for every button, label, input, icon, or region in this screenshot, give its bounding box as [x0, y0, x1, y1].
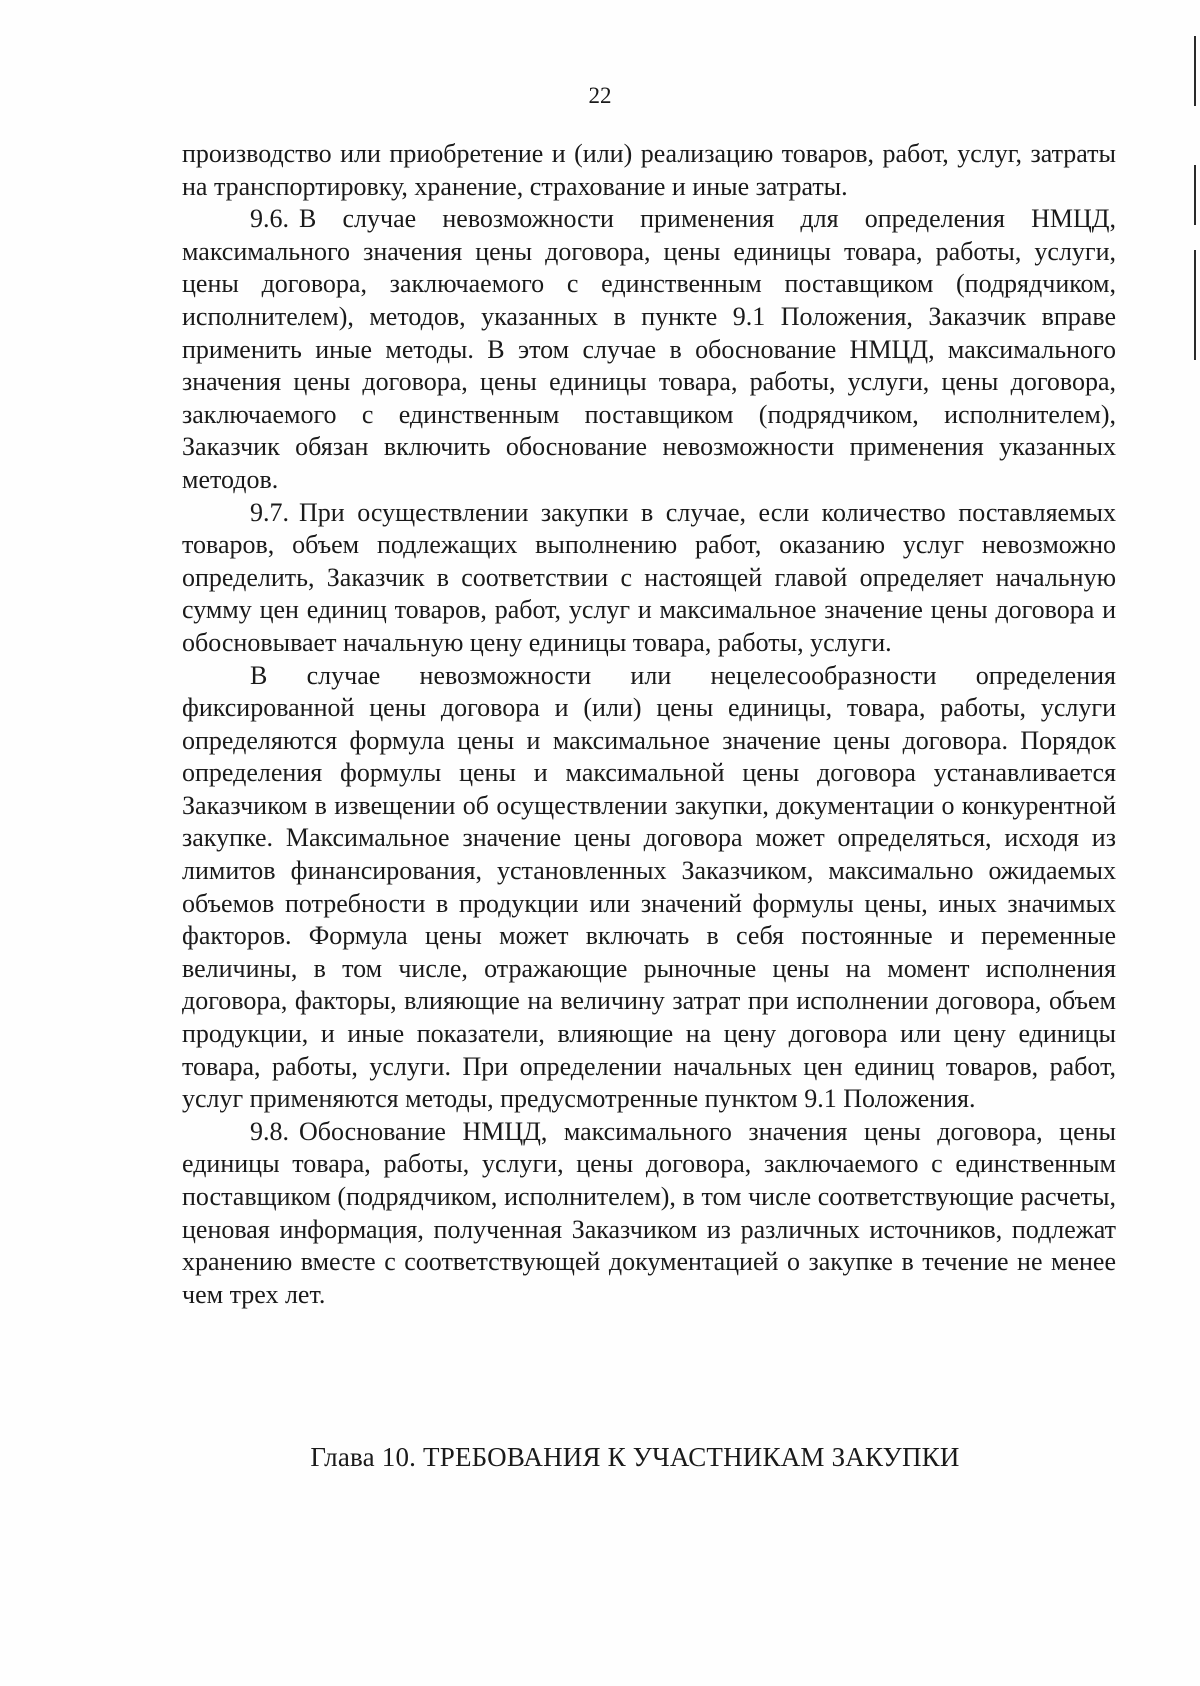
- clause-number: 9.7.: [250, 497, 289, 527]
- clause-number: 9.6.: [250, 204, 289, 234]
- paragraph-text: В случае невозможности применения для определения НМЦД, максимального значения цены договора, цены единицы товара, работы, услуги, цены договора, заключаемого с единственным поставщиком (подрядчиком, исполнителем), методов, указанных в пункте 9.1 Положения, Заказчик вправе применить иные методы. В этом случае в обоснование НМЦД, максимального значения цены договора, цены единицы товара, работы, услуги, цены договора, заключаемого с единственным поставщиком (подрядчиком, исполнителем), Заказчик обязан включить обоснование невозможности применения указанных методов.: [182, 204, 1116, 494]
- document-body: [182, 138, 1116, 1311]
- page-number: 22: [588, 83, 612, 108]
- scan-edge-mark: [1194, 36, 1196, 106]
- chapter-heading: Глава 10. ТРЕБОВАНИЯ К УЧАСТНИКАМ ЗАКУПКИ: [310, 1442, 960, 1472]
- paragraph-text: При осуществлении закупки в случае, если количество поставляемых товаров, объем подлежащих выполнению работ, оказанию услуг невозможно определить, Заказчик в соответствии с настоящей главой определяет начальную сумму цен единиц товаров, работ, услуг и максимальное значение цены договора и обосновывает начальную цену единицы товара, работы, услуги.: [182, 497, 1116, 657]
- clause-9-6: [182, 203, 1116, 496]
- scan-edge-mark: [1194, 165, 1196, 225]
- paragraph-continuation: [182, 138, 1116, 203]
- scan-edge-mark: [1194, 250, 1196, 360]
- paragraph-text: В случае невозможности или нецелесообразности определения фиксированной цены договора и (или) цены единицы, товара, работы, услуги определяются формула цены и максимальное значение цены договора. Порядок определения формулы цены и максимальной цены договора устанавливается Заказчиком в извещении об осуществлении закупки, документации о конкурентной закупке. Максимальное значение цены договора может определяться, исходя из лимитов финансирования, установленных Заказчиком, максимально ожидаемых объемов потребности в продукции или значений формулы цены, иных значимых факторов. Формула цены может включать в себя постоянные и переменные величины, в том числе, отражающие рыночные цены на момент исполнения договора, факторы, влияющие на величину затрат при исполнении договора, объем продукции, и иные показатели, влияющие на цену договора или цену единицы товара, работы, услуги. При определении начальных цен единиц товаров, работ, услуг применяются методы, предусмотренные пунктом 9.1 Положения.: [182, 660, 1116, 1114]
- clause-9-7: [182, 497, 1116, 660]
- clause-9-8: [182, 1116, 1116, 1312]
- paragraph-text: Обоснование НМЦД, максимального значения цены договора, цены единицы товара, работы, услуги, цены договора, заключаемого с единственным поставщиком (подрядчиком, исполнителем), в том числе соответствующие расчеты, ценовая информация, полученная Заказчиком из различных источников, подлежат хранению вместе с соответствующей документацией о закупке в течение не менее чем трех лет.: [182, 1116, 1116, 1309]
- paragraph-text: производство или приобретение и (или) реализацию товаров, работ, услуг, затраты на транспортировку, хранение, страхование и иные затраты.: [182, 139, 1116, 201]
- clause-9-7-second-paragraph: [182, 660, 1116, 1116]
- clause-number: 9.8.: [250, 1116, 289, 1146]
